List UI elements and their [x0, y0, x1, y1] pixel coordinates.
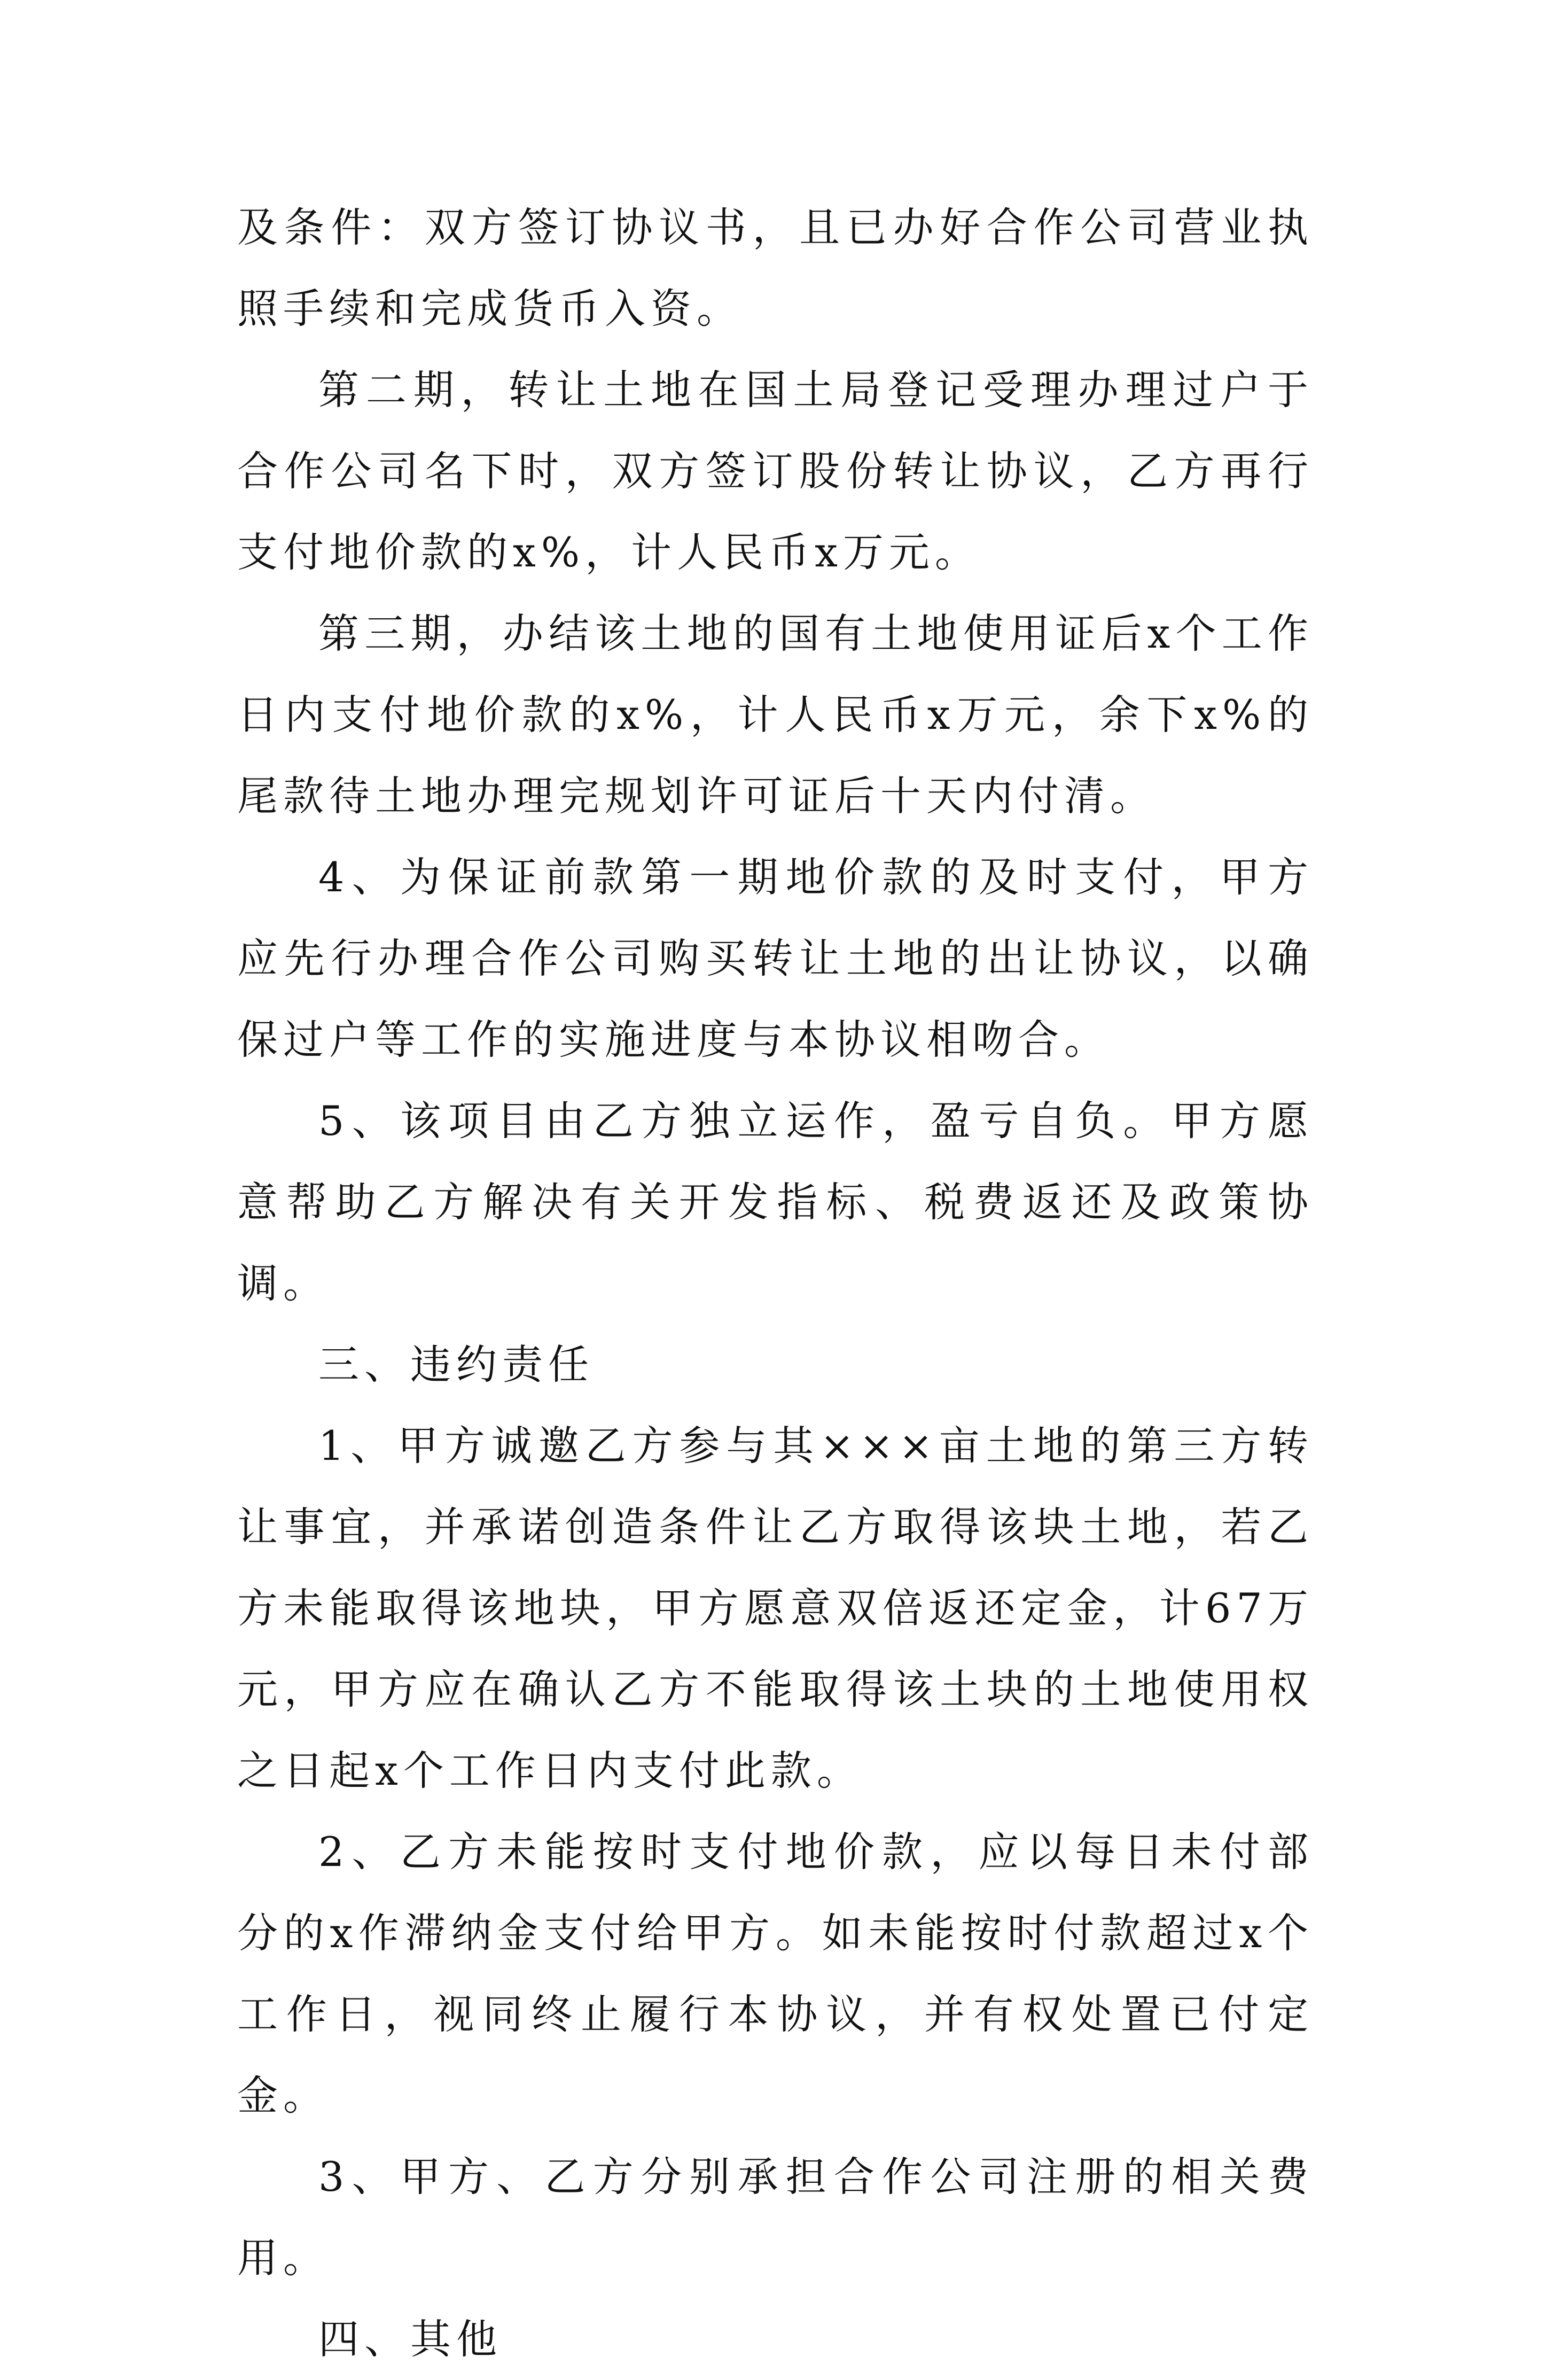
document-body — [237, 187, 1314, 2380]
paragraph-breach-1: 1、甲方诚邀乙方参与其×××亩土地的第三方转让事宜，并承诺创造条件让乙方取得该块土地，若乙方未能取得该地块，甲方愿意双倍返还定金，计67万元，甲方应在确认乙方不能取得该土块的土地使用权之日起x个工作日内支付此款。 — [237, 1422, 1314, 1794]
paragraph-phase-three: 第三期，办结该土地的国有土地使用证后x个工作日内支付地价款的x%，计人民币x万元，余下x%的尾款待土地办理完规划许可证后十天内付清。 — [237, 610, 1314, 820]
section-heading-other: 四、其他 — [318, 2315, 502, 2363]
paragraph-phase-two: 第二期，转让土地在国土局登记受理办理过户于合作公司名下时，双方签订股份转让协议，乙方再行支付地价款的x%，计人民币x万元。 — [237, 366, 1314, 576]
paragraph-item-4: 4、为保证前款第一期地价款的及时支付，甲方应先行办理合作公司购买转让土地的出让协议，以确保过户等工作的实施进度与本协议相吻合。 — [237, 853, 1314, 1063]
paragraph-continuation: 及条件：双方签订协议书，且已办好合作公司营业执照手续和完成货币入资。 — [237, 204, 1314, 332]
paragraph-item-5: 5、该项目由乙方独立运作，盈亏自负。甲方愿意帮助乙方解决有关开发指标、税费返还及政策协调。 — [237, 1097, 1314, 1307]
paragraph-breach-3: 3、甲方、乙方分别承担合作公司注册的相关费用。 — [237, 2153, 1314, 2282]
section-heading-breach-liability: 三、违约责任 — [318, 1341, 594, 1388]
paragraph-breach-2: 2、乙方未能按时支付地价款，应以每日未付部分的x作滞纳金支付给甲方。如未能按时付款超过x个工作日，视同终止履行本协议，并有权处置已付定金。 — [237, 1828, 1314, 2119]
